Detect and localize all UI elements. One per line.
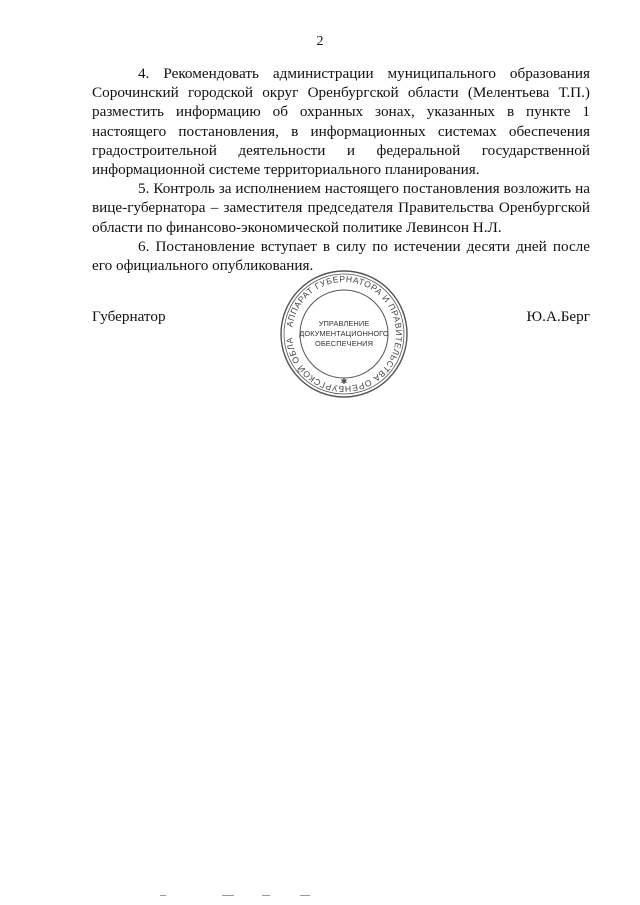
signatory-position: Губернатор [92,308,166,325]
seal-inner-line-1: УПРАВЛЕНИЕ [318,319,370,328]
footer-scan-marks [0,895,640,901]
seal-star-icon: ✱ [340,377,348,386]
official-seal [278,268,410,400]
footer-mark [300,895,310,896]
document-body [92,64,590,275]
footer-mark [262,895,270,896]
paragraph-4: 4. Рекомендовать администрации муниципального образования Сорочинский городской округ Оренбургской области (Мелентьева Т.П.) разместить информацию об охранных зонах, указанных в пункте 1 настоящего постановления, в информационных системах обеспечения градостроительной деятельности и федеральной государственной информационной системе территориального планирования. [92,65,590,179]
seal-inner-line-3: ОБЕСПЕЧЕНИЯ [314,339,374,348]
paragraph-5: 5. Контроль за исполнением настоящего постановления возложить на вице-губернатора – заместителя председателя Правительства Оренбургской области по финансово-экономической политике Левинсон Н.Л. [92,180,590,236]
seal-ring-textpath: АППАРАТ ГУБЕРНАТОРА И ПРАВИТЕЛЬСТВА ОРЕНБУРГСКОЙ ОБЛА [284,273,405,395]
footer-mark [222,895,234,896]
paragraph-6: 6. Постановление вступает в силу по истечении десяти дней после его официального опубликования. [92,237,590,275]
footer-mark [160,895,166,896]
page-number: 2 [316,34,324,49]
seal-inner-line-2: ДОКУМЕНТАЦИОННОГО [299,329,389,338]
seal-inner-text [278,268,410,400]
signatory-name: Ю.А.Берг [526,308,590,325]
